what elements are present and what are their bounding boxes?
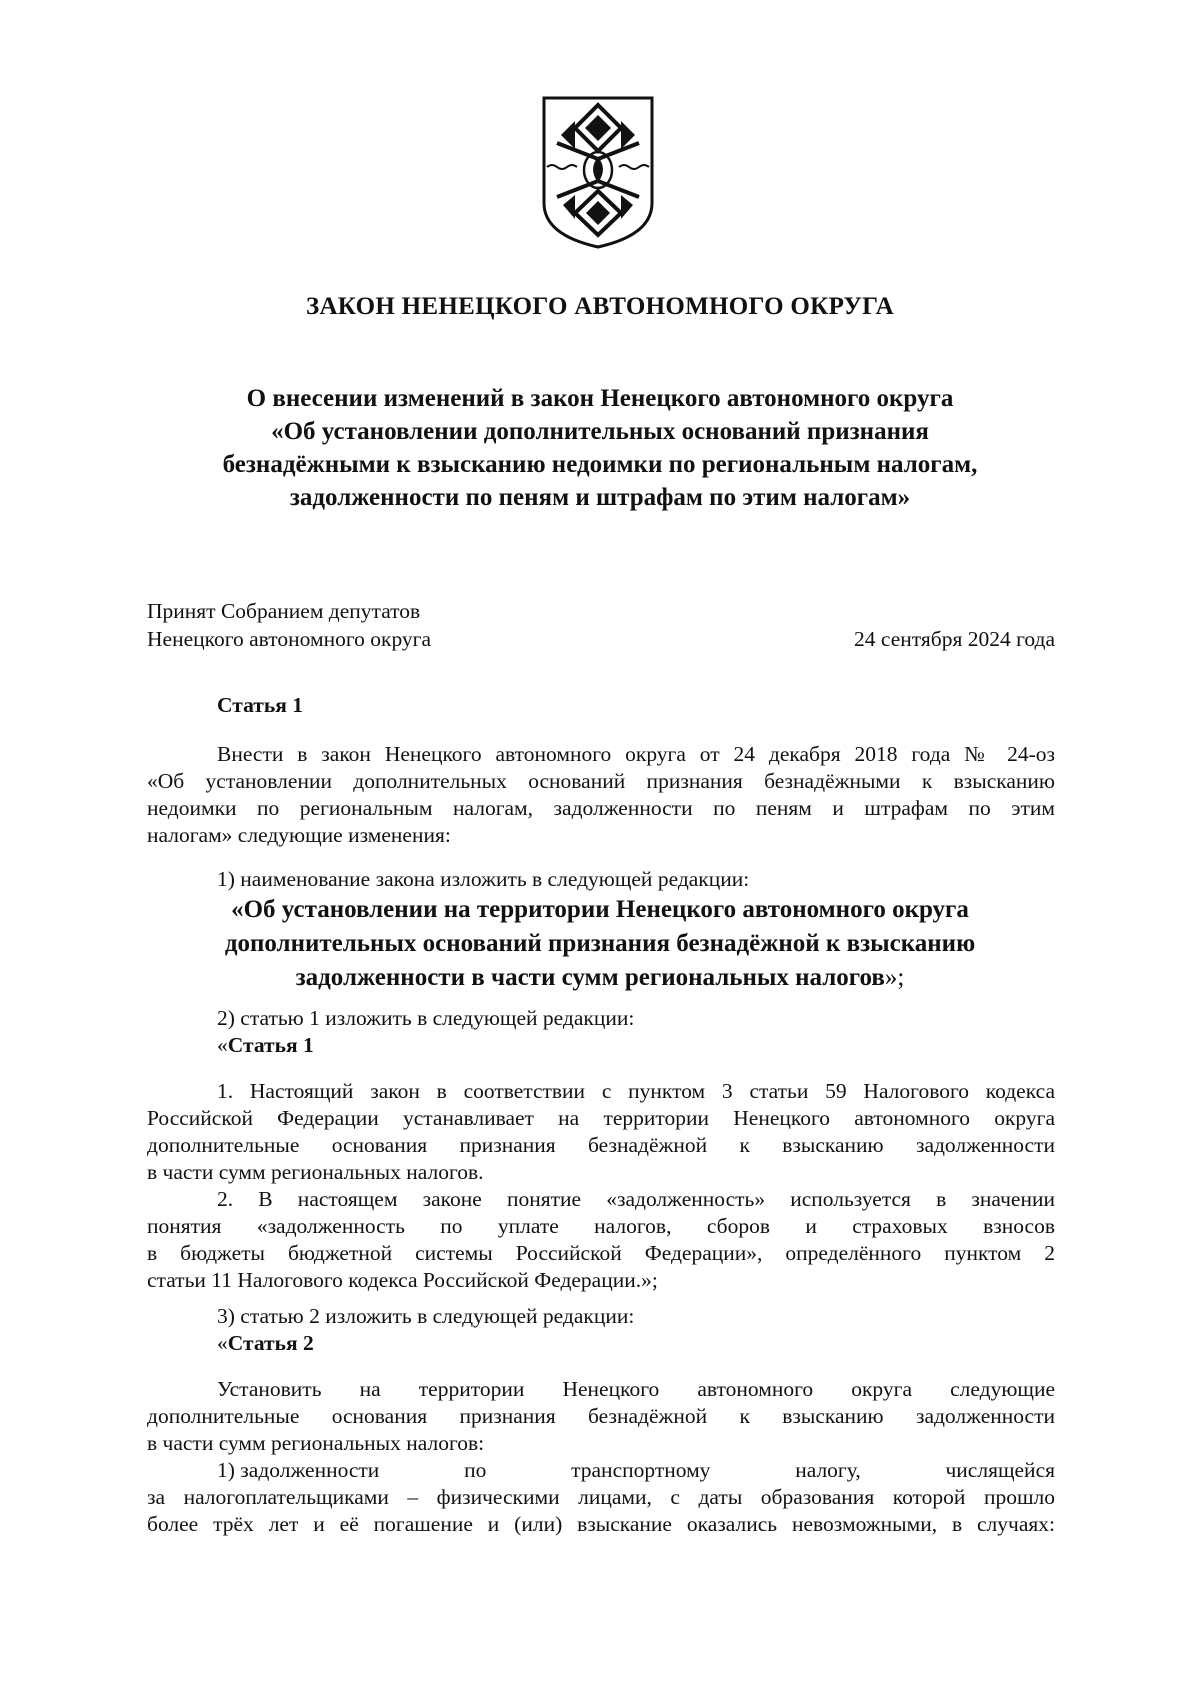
article-1-paragraph-1 — [147, 1078, 1055, 1186]
text-line: дополнительные основания признания безнадёжной к взысканию задолженности — [147, 1133, 1055, 1157]
text-line: 2. В настоящем законе понятие «задолженность» используется в значении — [217, 1187, 1055, 1211]
item-3: 3) статью 2 изложить в следующей редакции: — [217, 1304, 635, 1328]
quote-mark: « — [217, 1331, 228, 1355]
new-name-line: «Об установлении на территории Ненецкого автономного округа — [231, 896, 969, 923]
coat-of-arms-emblem — [541, 95, 655, 250]
new-law-name — [120, 893, 1080, 995]
item-3-heading — [217, 1330, 314, 1357]
word: числящейся — [945, 1458, 1055, 1482]
article-2-new-heading: Статья 2 — [227, 1331, 314, 1355]
text-line: «Об установлении дополнительных оснований признания безнадёжными к взысканию — [147, 769, 1055, 793]
subtitle-line: О внесении изменений в закон Ненецкого автономного округа — [246, 385, 954, 412]
text-line: Установить на территории Ненецкого автономного округа следующие — [217, 1377, 1055, 1401]
law-title: ЗАКОН НЕНЕЦКОГО АВТОНОМНОГО ОКРУГА — [305, 293, 895, 320]
adoption-line-1: Принят Собранием депутатов — [147, 599, 421, 623]
text-line: в бюджеты бюджетной системы Российской Федерации», определённого пунктом 2 — [147, 1241, 1055, 1265]
word: налогу, — [795, 1458, 861, 1482]
new-name-line — [120, 961, 1080, 995]
article-1-intro — [147, 741, 1055, 849]
article-1-paragraph-2 — [147, 1186, 1055, 1294]
subtitle-line: безнадёжными к взысканию недоимки по региональным налогам, — [222, 451, 978, 478]
spaced-line — [147, 1457, 1055, 1484]
quote-mark: « — [217, 1033, 228, 1057]
article-2-item-1 — [147, 1457, 1055, 1538]
text-line: в части сумм региональных налогов. — [147, 1160, 484, 1184]
text-line: статьи 11 Налогового кодекса Российской Федерации.»; — [147, 1268, 658, 1292]
subtitle-line: задолженности по пеням и штрафам по этим налогам» — [289, 484, 911, 511]
adoption-date: 24 сентября 2024 года — [854, 627, 1055, 651]
item-2: 2) статью 1 изложить в следующей редакции: — [217, 1006, 635, 1030]
text-line: налогам» следующие изменения: — [147, 823, 451, 847]
article-1-new-heading: Статья 1 — [227, 1033, 314, 1057]
new-name-end: »; — [884, 964, 905, 991]
subtitle-line: «Об установлении дополнительных оснований признания — [271, 418, 929, 445]
text-line: 1. Настоящий закон в соответствии с пунктом 3 статьи 59 Налогового кодекса — [217, 1079, 1055, 1103]
adoption-block — [147, 597, 431, 653]
item-2-heading — [217, 1032, 314, 1059]
word: транспортному — [571, 1458, 711, 1482]
text-line: недоимки по региональным налогам, задолженности по пеням и штрафам по этим — [147, 796, 1055, 820]
word: по — [464, 1458, 487, 1482]
text-line: Внести в закон Ненецкого автономного округа от 24 декабря 2018 года № 24-оз — [217, 742, 1055, 766]
word: 1) задолженности — [217, 1458, 380, 1482]
law-subtitle — [150, 382, 1050, 514]
article-2-paragraph — [147, 1376, 1055, 1457]
text-line: в части сумм региональных налогов: — [147, 1431, 485, 1455]
new-name-line: дополнительных оснований признания безнадёжной к взысканию — [224, 930, 976, 957]
item-1: 1) наименование закона изложить в следующей редакции: — [217, 867, 750, 891]
text-line: более трёх лет и её погашение и (или) взыскание оказались невозможными, в случаях: — [147, 1512, 1055, 1536]
new-name-line-text: задолженности в части сумм региональных налогов — [295, 964, 885, 991]
text-line: за налогоплательщиками – физическими лицами, с даты образования которой прошло — [147, 1485, 1055, 1509]
text-line: Российской Федерации устанавливает на территории Ненецкого автономного округа — [147, 1106, 1055, 1130]
text-line: понятия «задолженность по уплате налогов, сборов и страховых взносов — [147, 1214, 1055, 1238]
article-1-heading: Статья 1 — [217, 693, 303, 717]
adoption-line-2: Ненецкого автономного округа — [147, 627, 432, 651]
text-line: дополнительные основания признания безнадёжной к взысканию задолженности — [147, 1404, 1055, 1428]
